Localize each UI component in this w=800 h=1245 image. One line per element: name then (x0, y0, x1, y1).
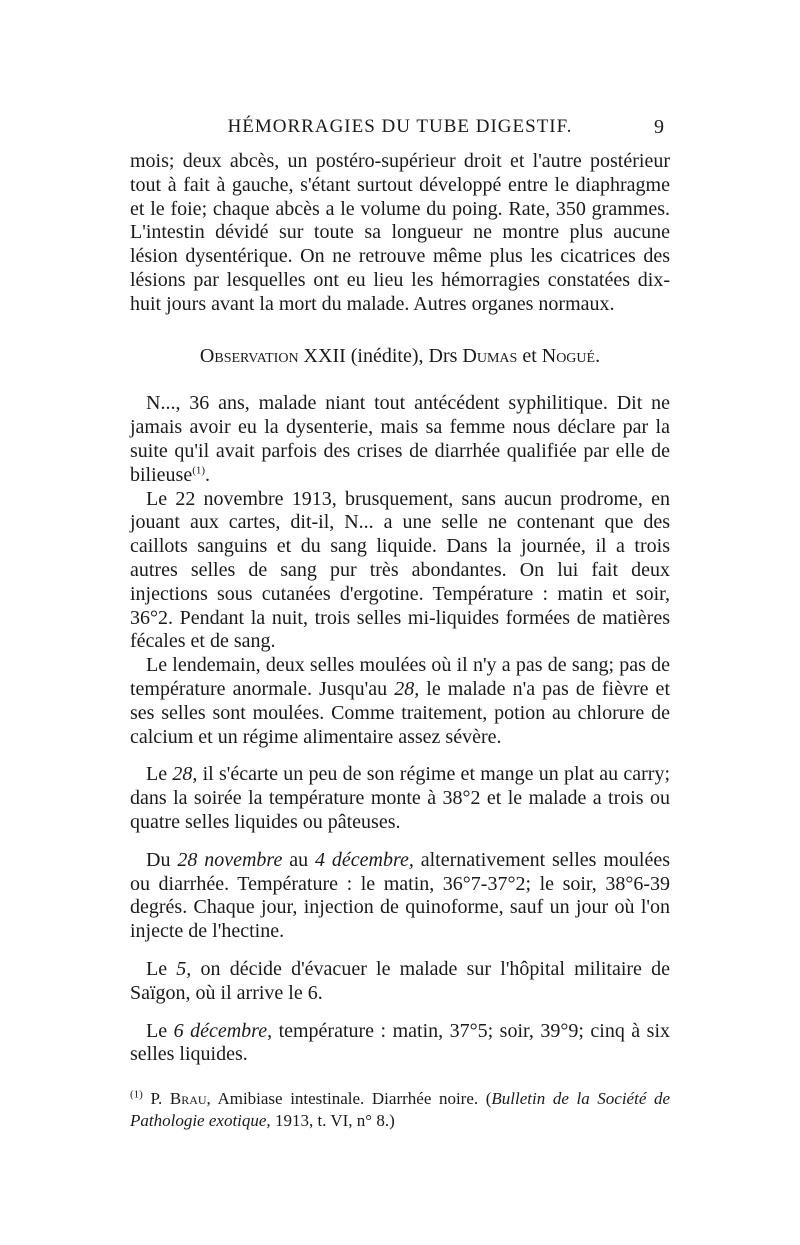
paragraph-text: au (282, 848, 315, 871)
footnote-marker: (1) (130, 1088, 143, 1101)
paragraph-text: N..., 36 ans, malade niant tout antécédent syphilitique. Dit ne jamais avoir eu la dysenterie, mais sa femme nous déclare par la suite qu'il avait parfois des crises de diarrhée qualifiée par elle de bilieuse (130, 392, 670, 486)
observation-qualifier: (inédite), (350, 344, 424, 367)
paragraph-text: . (205, 463, 211, 486)
footnote-text: Amibiase intestinale. Diarrhée noire. ( (210, 1089, 492, 1108)
paragraph-text: Le (146, 763, 173, 786)
footnote-author: P. Brau, (150, 1089, 211, 1108)
author-conjunction: et (522, 344, 537, 367)
footnote-journal: Bulletin de la Société de Pathologie exotique, (130, 1089, 671, 1130)
paragraph (130, 849, 670, 944)
paragraph-text: il s'écarte un peu de son régime et mange un plat au carry; dans la soirée la température monte à 38°2 et le malade a trois ou quatre selles liquides ou pâteuses. (130, 763, 671, 833)
continuation-paragraph: mois; deux abcès, un postéro-supérieur droit et l'autre postérieur tout à fait à gauche, s'étant surtout développé entre le diaphragme et le foie; chaque abcès a le volume du poing. Rate, 350 grammes. L'intestin dévidé sur toute sa longueur ne montre plus aucune lésion dysentérique. On ne retrouve même plus les cicatrices des lésions par lesquelles ont eu lieu les hémorragies constatées dix-huit jours avant la mort du malade. Autres organes normaux. (130, 150, 670, 315)
italic-date: 28, (172, 763, 198, 786)
doctors-abbrev: Drs (428, 344, 458, 367)
paragraph-text: alternativement selles moulées ou diarrhée. Température : le matin, 36°7-37°2; le soir, 38°6-39 degrés. Chaque jour, injection de quinoforme, sauf un jour où l'on injecte de l'hectine. (130, 848, 670, 943)
observation-label: Observation XXII (199, 344, 346, 367)
italic-date: 28, (394, 677, 420, 700)
page-number: 9 (654, 116, 664, 138)
paragraph-text: on décide d'évacuer le malade sur l'hôpital militaire de Saïgon, où il arrive le 6. (130, 957, 671, 1004)
footnote (130, 1088, 670, 1132)
paragraph (130, 654, 670, 749)
paragraph-text: Du (146, 848, 178, 871)
observation-heading (130, 345, 670, 369)
paragraph (130, 392, 670, 487)
italic-date: 5, (176, 957, 192, 980)
paragraph (130, 958, 670, 1006)
footnote-reference: (1) (192, 464, 206, 477)
paragraph (130, 763, 670, 834)
author-name: Nogué. (541, 344, 601, 367)
paragraph-text: température : matin, 37°5; soir, 39°9; cinq à six selles liquides. (130, 1019, 671, 1066)
footnote-reference-details: 1913, t. VI, n° 8.) (270, 1111, 395, 1130)
paragraph (130, 1020, 670, 1068)
body-text (130, 150, 670, 1067)
paragraph-text: Le (146, 1019, 174, 1042)
paragraph-text: Le (146, 957, 177, 980)
paragraph-text: le malade n'a pas de fièvre et ses selles sont moulées. Comme traitement, potion au chlorure de calcium et un régime alimentaire assez sévère. (130, 677, 670, 748)
paragraph: Le 22 novembre 1913, brusquement, sans aucun prodrome, en jouant aux cartes, dit-il, N... a une selle ne contenant que des caillots sanguins et du sang liquide. Dans la journée, il a trois autres selles de sang pur très abondantes. On lui fait deux injections sous cutanées d'ergotine. Température : matin et soir, 36°2. Pendant la nuit, trois selles mi-liquides formées de matières fécales et de sang. (130, 487, 670, 653)
italic-date: 6 décembre, (173, 1019, 273, 1042)
author-name: Dumas (462, 344, 518, 367)
paragraph-text: Le lendemain, deux selles moulées où il n'y a pas de sang; pas de température anormale. Jusqu'au (130, 654, 670, 700)
italic-date: 4 décembre, (314, 848, 414, 871)
running-title: HÉMORRAGIES DU TUBE DIGESTIF. (227, 116, 573, 137)
page-header (130, 116, 670, 144)
italic-date: 28 novembre (177, 848, 283, 871)
